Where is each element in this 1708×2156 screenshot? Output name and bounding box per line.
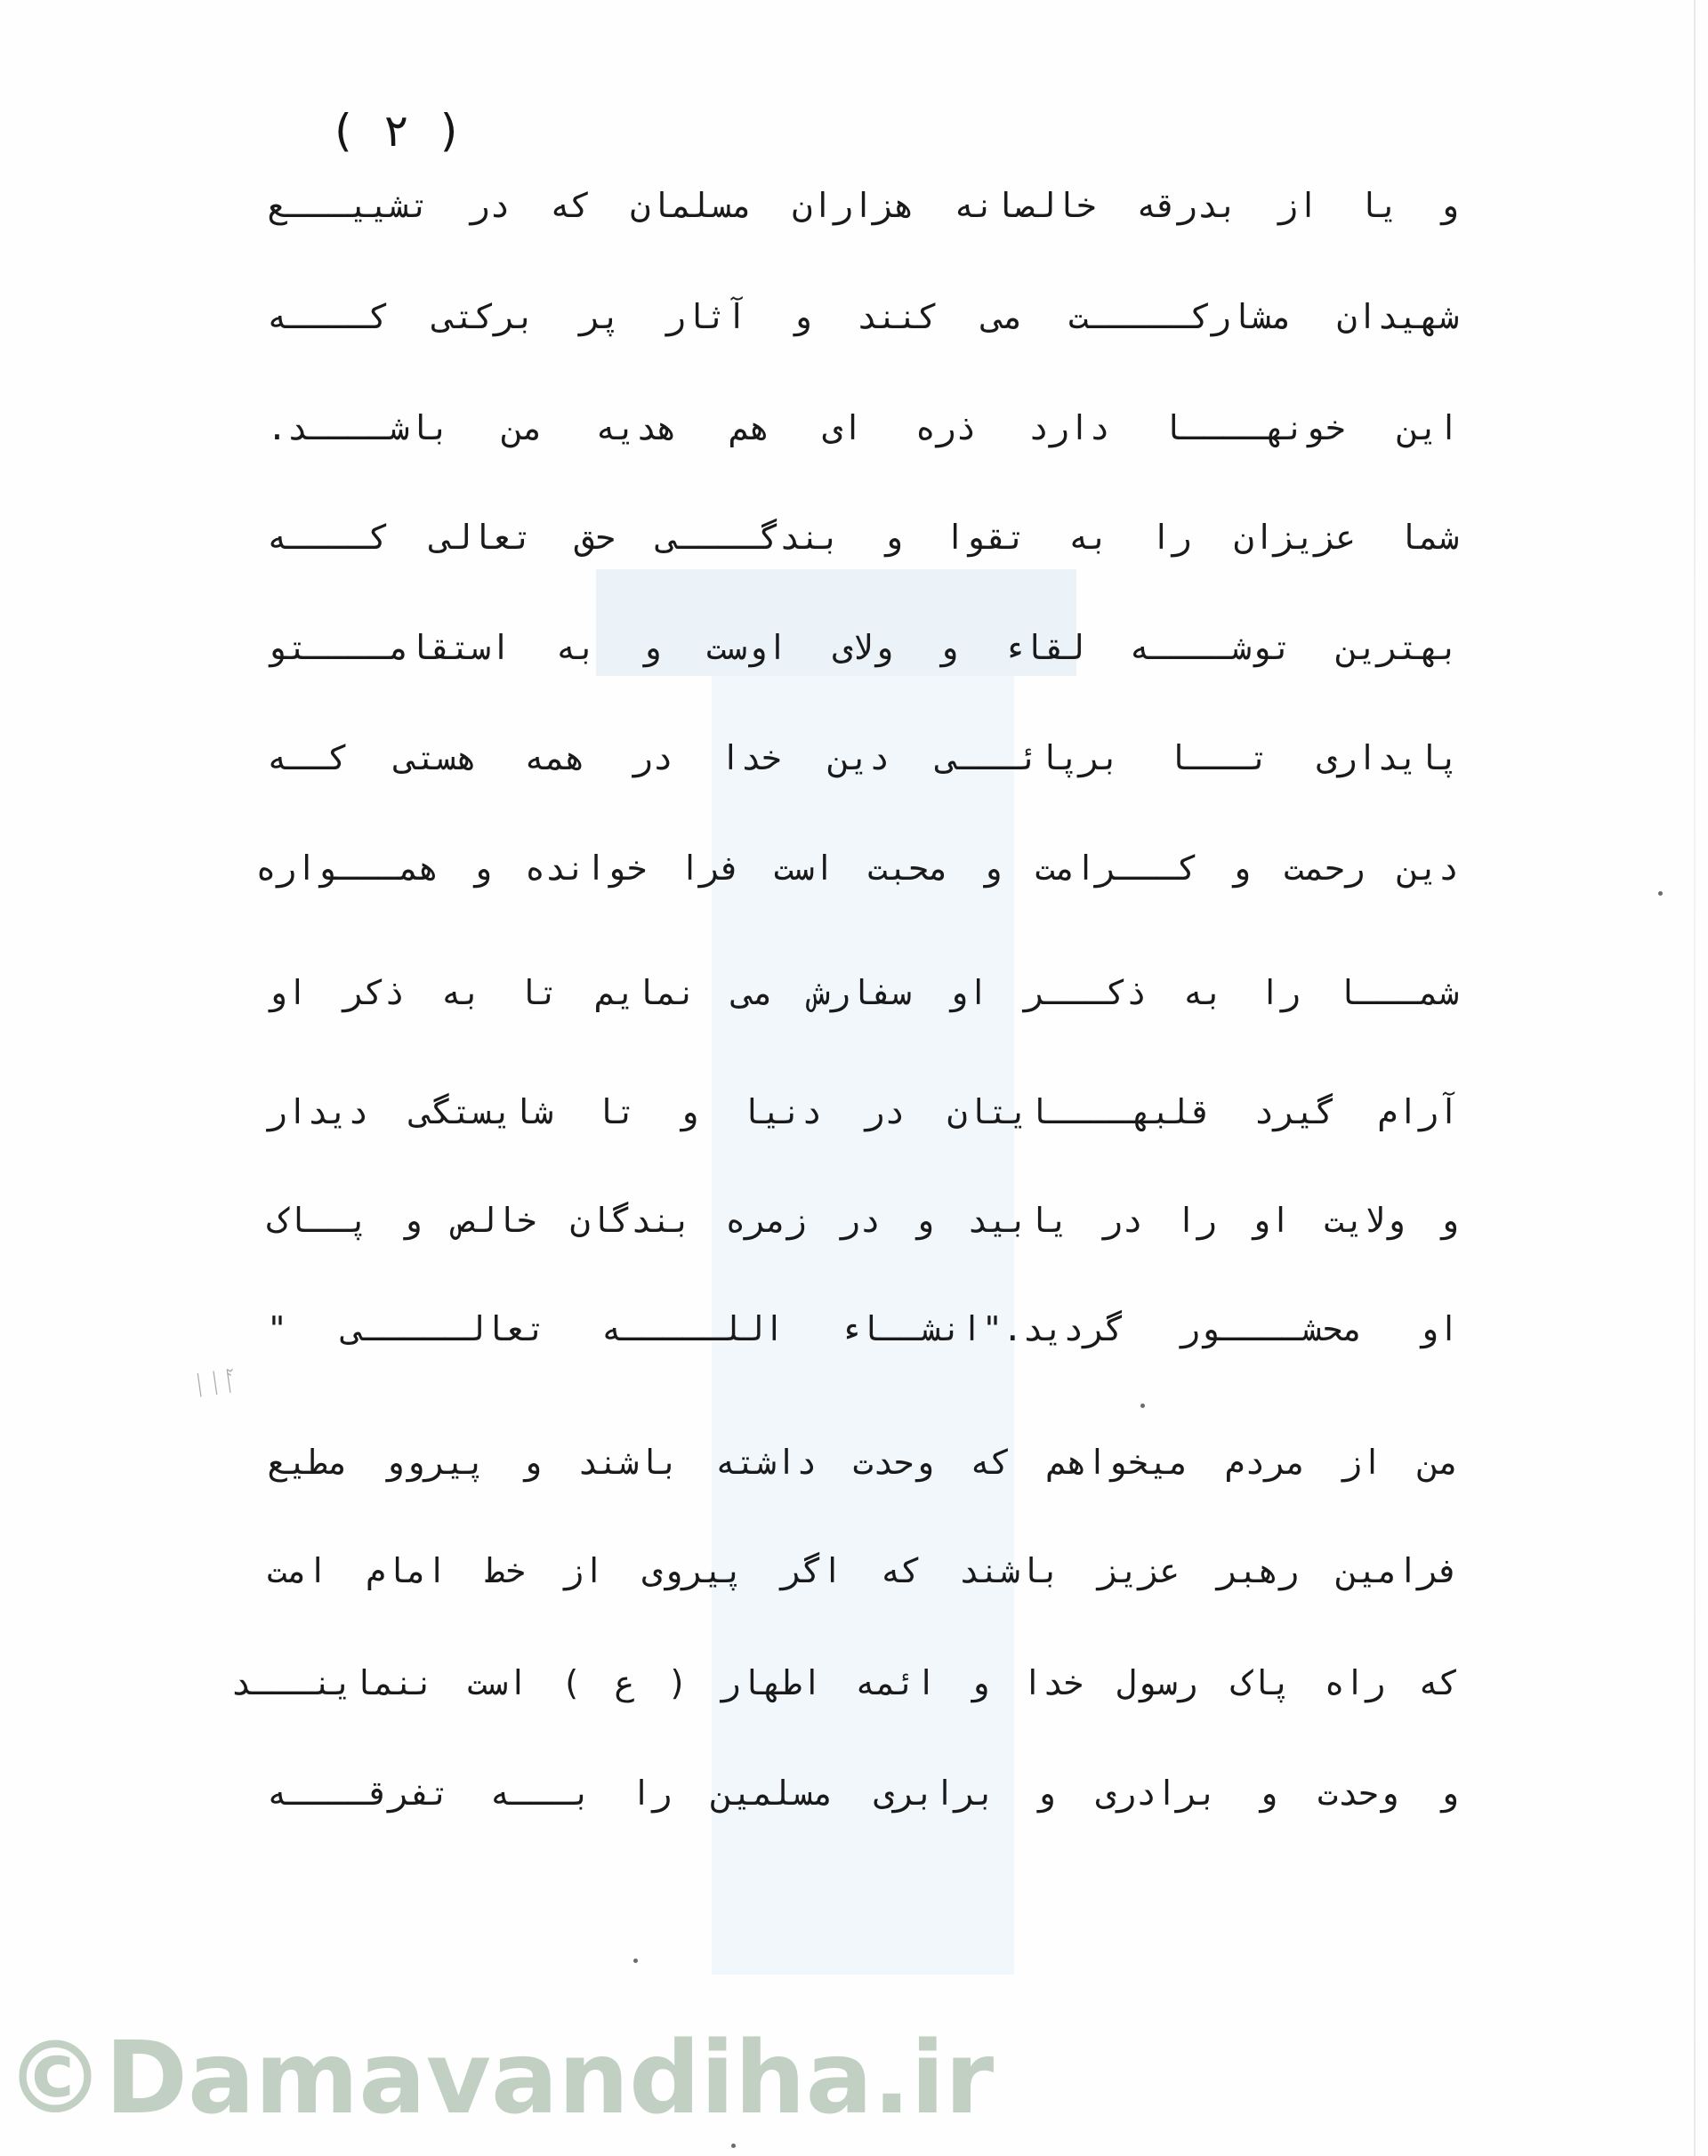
text-line: شمـــا را به ذکـــر او سفارش می نمایم تا به ذکر او [267,973,1459,1012]
letter-body [230,0,1459,2156]
ink-speck [633,1959,638,1963]
text-line: من از مردم میخواهم که وحدت داشته باشند و پیروو مطیع [267,1443,1459,1482]
text-line: فرامین رهبر عزیز باشند که اگر پیروی از خط امام امت [267,1551,1459,1590]
text-line: او محشــــور گردید."انشــاء اللـــــه تعالـــــی " [267,1309,1459,1348]
text-line: آرام گیرد قلبهــــایتان در دنیا و تا شایستگی دیدار [267,1092,1459,1131]
text-line: شهیدان مشارکـــــت می کنند و آثار پر برکتی کــــه [267,297,1459,336]
page-number: ( ۲ ) [329,105,463,157]
ink-speck [1658,891,1663,896]
text-line: این خونهــــا دارد ذره ای هم هدیه من باشــــد. [267,408,1459,447]
text-line: و ولایت او را در یابید و در زمره بندگان خالص و پــاک [267,1201,1459,1240]
ink-speck [1140,1404,1145,1408]
margin-pencil-mark: ᛁᛁᚪ [189,1364,242,1403]
scan-edge [1694,0,1696,2156]
text-line: پایداری تـــا برپائـــی دین خدا در همه هستی کــه [267,738,1459,777]
text-line: و یا از بدرقه خالصانه هزاران مسلمان که در تشییـــع [267,186,1459,225]
text-line: بهترین توشــــه لقاء و ولای اوست و به استقامــــتو [267,628,1459,667]
text-line: شما عزیزان را به تقوا و بندگــــی حق تعالی کــــه [267,518,1459,557]
text-line: دین رحمت و کـــرامت و محبت است فرا خوانده و همـــواره [255,849,1459,888]
text-line: و وحدت و برادری و برابری مسلمین را بـــه تفرقــــه [267,1774,1459,1813]
text-line: که راه پاک رسول خدا و ائمه اطهار ( ع ) است ننماینـــد [230,1663,1459,1702]
site-watermark: ©Damavandiha.ir [5,2021,995,2136]
